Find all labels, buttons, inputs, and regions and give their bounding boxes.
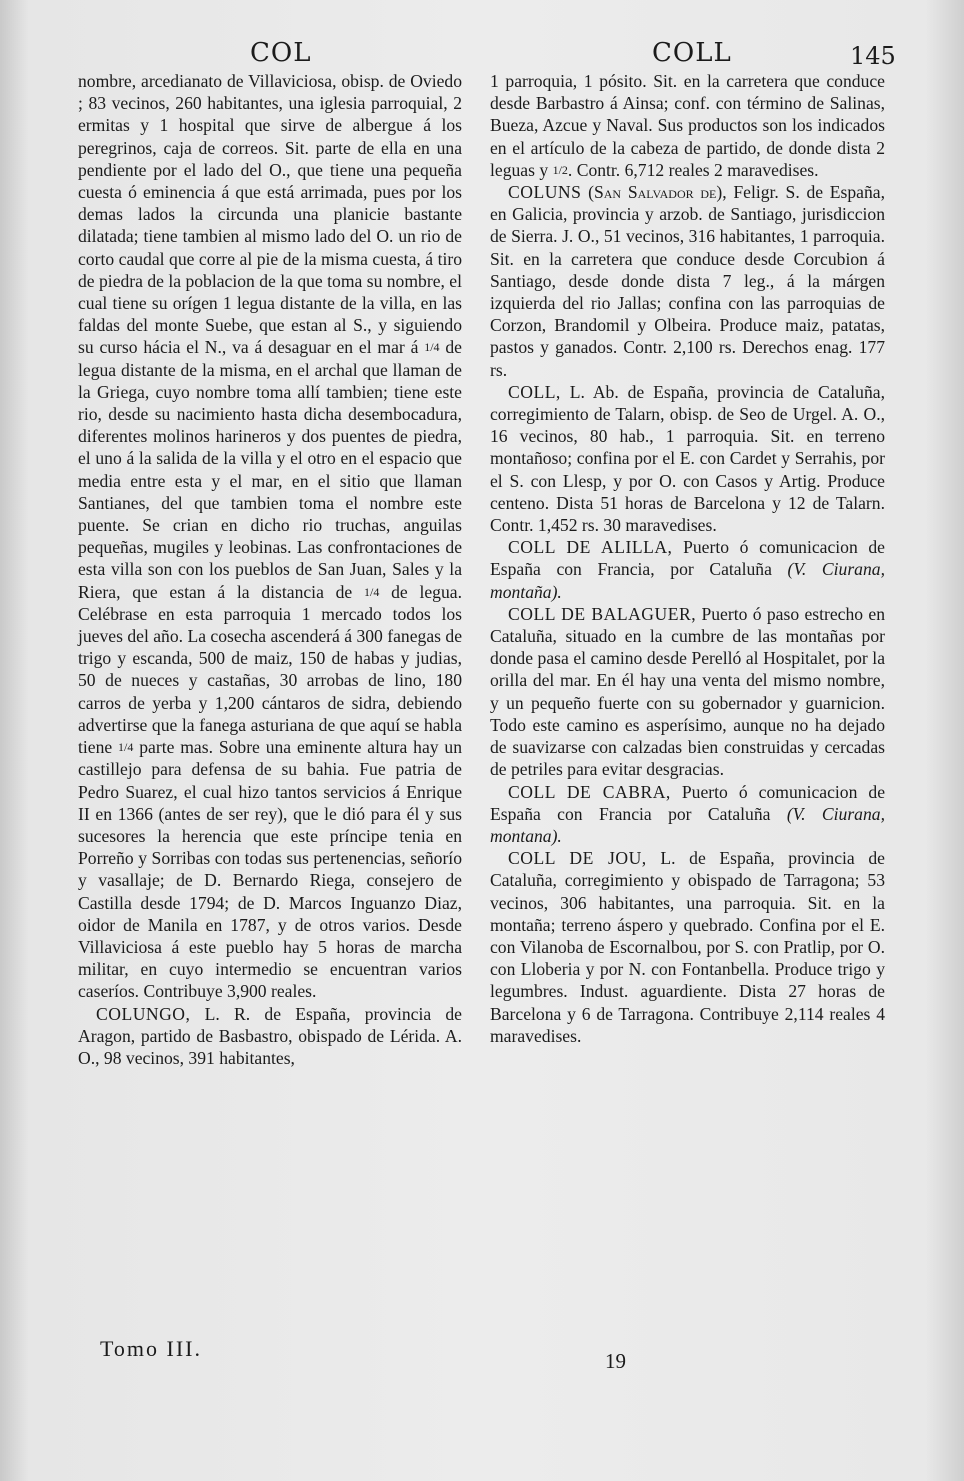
running-header [0,38,964,74]
entry-text: L. de España, provincia de Cataluña, corregimiento y obispado de Tarragona; 53 vecinos, 306 habitantes, una parroquia. Sit. en la montaña; terreno áspero y quebrado. Confina por el E. con Vilanoba de Escornalbou, por S. con Pratlip, por O. con Lloberia y por N. con Fontanbella. Produce trigo y legumbres. Indust. aguardiente. Dista 27 horas de Barcelona y 6 de Tarragona. Contribuye 2,114 reales 4 maravedises. [490,848,885,1046]
entry-coll-de-jou [490,847,885,1047]
text-segment: . Contr. 6,712 reales 2 maravedises. [567,159,819,180]
right-column [490,70,885,1047]
cross-reference: (V. Ciurana, montaña). [490,559,885,602]
entry-headword: COLL DE JOU, [508,848,647,869]
entry-text: Puerto ó comunicacion de España con Francia, por Cataluña [490,537,885,580]
fraction: 1/4 [364,584,380,599]
volume-label: Tomo III. [100,1336,202,1361]
text-segment: de legua distante de la misma, en el archal que llaman de la Griega, cuyo nombre toma allí tambien; tiene este rio, desde su nacimiento hasta dicha desembocadura, diferentes molinos harineros y dos puentes de piedra, el uno á la salida de la villa y el otro en el espacio que media entre esta y el mar, en el sitio que llaman Santianes, del que tambien toma el nombre este puente. Se crian en dicho rio truchas, anguilas pequeñas, mugiles y leobinas. Las confrontaciones de esta villa son con los pueblos de San Juan, Sales y la Riera, que estan á la distancia de [78,337,462,602]
entry-headword: COLL DE BALAGUER, [508,603,697,624]
header-left-title: COL [250,38,312,68]
cross-reference: (V. Ciurana, montana). [490,803,885,846]
page-number: 145 [850,42,896,70]
entry-coll-de-balaguer [490,603,885,781]
entry-continuation [78,70,462,1003]
entry-headword: COLL DE ALILLA, [508,537,673,558]
text-segment: de legua. Celébrase en esta parroquia 1 mercado todos los jueves del año. La cosecha ascenderá á 300 fanegas de trigo y escanda, 500 de maiz, 150 de habas y judias, 50 de nueces y castañas, 30 arrobas de lino, 180 carros de yerba y 1,200 cántaros de sidra, debiendo advertirse que la fanega asturiana de que aquí se habla tiene [78,581,462,758]
fraction: 1/4 [424,340,440,355]
entry-colungo [78,1003,462,1070]
header-right-title: COLL [652,38,732,68]
entry-headword: COLL, [508,381,561,402]
entry-headword: COLL DE CABRA, [508,781,671,802]
entry-subhead: (San Salvador de), [588,182,727,203]
fraction: 1/2 [552,162,568,177]
entry-text: L. Ab. de España, provincia de Cataluña, corregimiento de Talarn, obisp. de Seo de Urgel. A. O., 16 vecinos, 80 hab., 1 parroquia. Sit. en terreno montañoso; confina por el E. con Cardet y Serrahis, por el S. con Llesp, y por O. con Casos y Artig. Produce centeno. Dista 51 horas de Barcelona y 12 de Talarn. Contr. 1,452 rs. 30 maravedises. [490,381,885,536]
text-segment: 1 parroquia, 1 pósito. Sit. en la carretera que conduce desde Barbastro á Ainsa; conf. con término de Salinas, Bueza, Azcue y Naval. Sus productos son los indicados en el artículo de la cabeza de partido, de donde dista 2 leguas y [490,71,885,180]
entry-headword: COLUNS [508,182,582,203]
text-segment: nombre, arcedianato de Villaviciosa, obisp. de Oviedo ; 83 vecinos, 260 habitantes, una iglesia parroquial, 2 ermitas y 1 hospital que sirve de albergue á los peregrinos, caja de correos. Sit. parte de ella en una pendiente por el lado del O., que tiene una pequeña cuesta ó eminencia á que está arrimada, pues por los demas lados la circunda una planicie bastante dilatada; tiene tambien al mismo lado del O. un rio de corto caudal que corre al pie de la misma cuesta, á tiro de piedra de la poblacion de la que toma su nombre, el cual tiene su orígen 1 legua distante de la villa, en las faldas del monte Suebe, que estan al S., y siguiendo su curso hácia el N., va á desaguar en el mar á [78,71,462,358]
entry-coll [490,381,885,536]
text-segment: parte mas. Sobre una eminente altura hay un castillejo para defensa de su bahia. Fue patria de Pedro Suarez, el cual hizo tantos servicios á Enrique II en 1366 (antes de ser rey), que le dió para él y sus sucesores la herencia que este príncipe tenia en Porreño y Sorribas con todas sus pertenencias, señorío y vasallaje; de D. Bernardo Riega, consejero de Castilla desde 1794; de D. Marcos Inguanzo Diaz, oidor de Manila en 1787, y de otros varios. Desde Villaviciosa á este pueblo hay 5 horas de marcha militar, en cuyo intermedio se encuentran varios caseríos. Contribuye 3,900 reales. [78,737,462,1002]
entry-coluns [490,181,885,381]
left-column [78,70,462,1069]
entry-text: Puerto ó paso estrecho en Cataluña, situado en la cumbre de las montañas por donde pasa el camino desde Perelló al Hospitalet, por la orilla del mar. En él hay una venta del mismo nombre, y un pequeño fuerte con su gobernador y guarnicion. Todo este camino es asperísimo, aunque no ha dejado de suavizarse con calzadas bien construidas y cercadas de petriles para evitar desgracias. [490,603,886,780]
entry-headword: COLUNGO, [96,1003,191,1024]
entry-text: Puerto ó comunicacion de España con Francia por Cataluña [490,781,886,824]
entry-coll-de-cabra [490,781,885,848]
signature-mark: 19 [605,1349,626,1373]
entry-text: L. R. de España, provincia de Aragon, partido de Basbastro, obispado de Lérida. A. O., 98 vecinos, 391 habitantes, [78,1003,462,1068]
entry-coll-de-alilla [490,536,885,603]
fraction: 1/4 [118,740,134,755]
entry-text: Feligr. S. de España, en Galicia, provincia y arzob. de Santiago, jurisdiccion de Sierra. J. O., 51 vecinos, 316 habitantes, 1 parroquia. Sit. en la carretera que conduce desde Corcubion á Santiago, desde donde dista 7 leg., á la márgen izquierda del rio Jallas; confina con las parroquias de Corzon, Brandomil y Olbeira. Produce maiz, patatas, pastos y ganados. Contr. 2,100 rs. Derechos enag. 177 rs. [490,182,885,380]
entry-continuation [490,70,885,181]
